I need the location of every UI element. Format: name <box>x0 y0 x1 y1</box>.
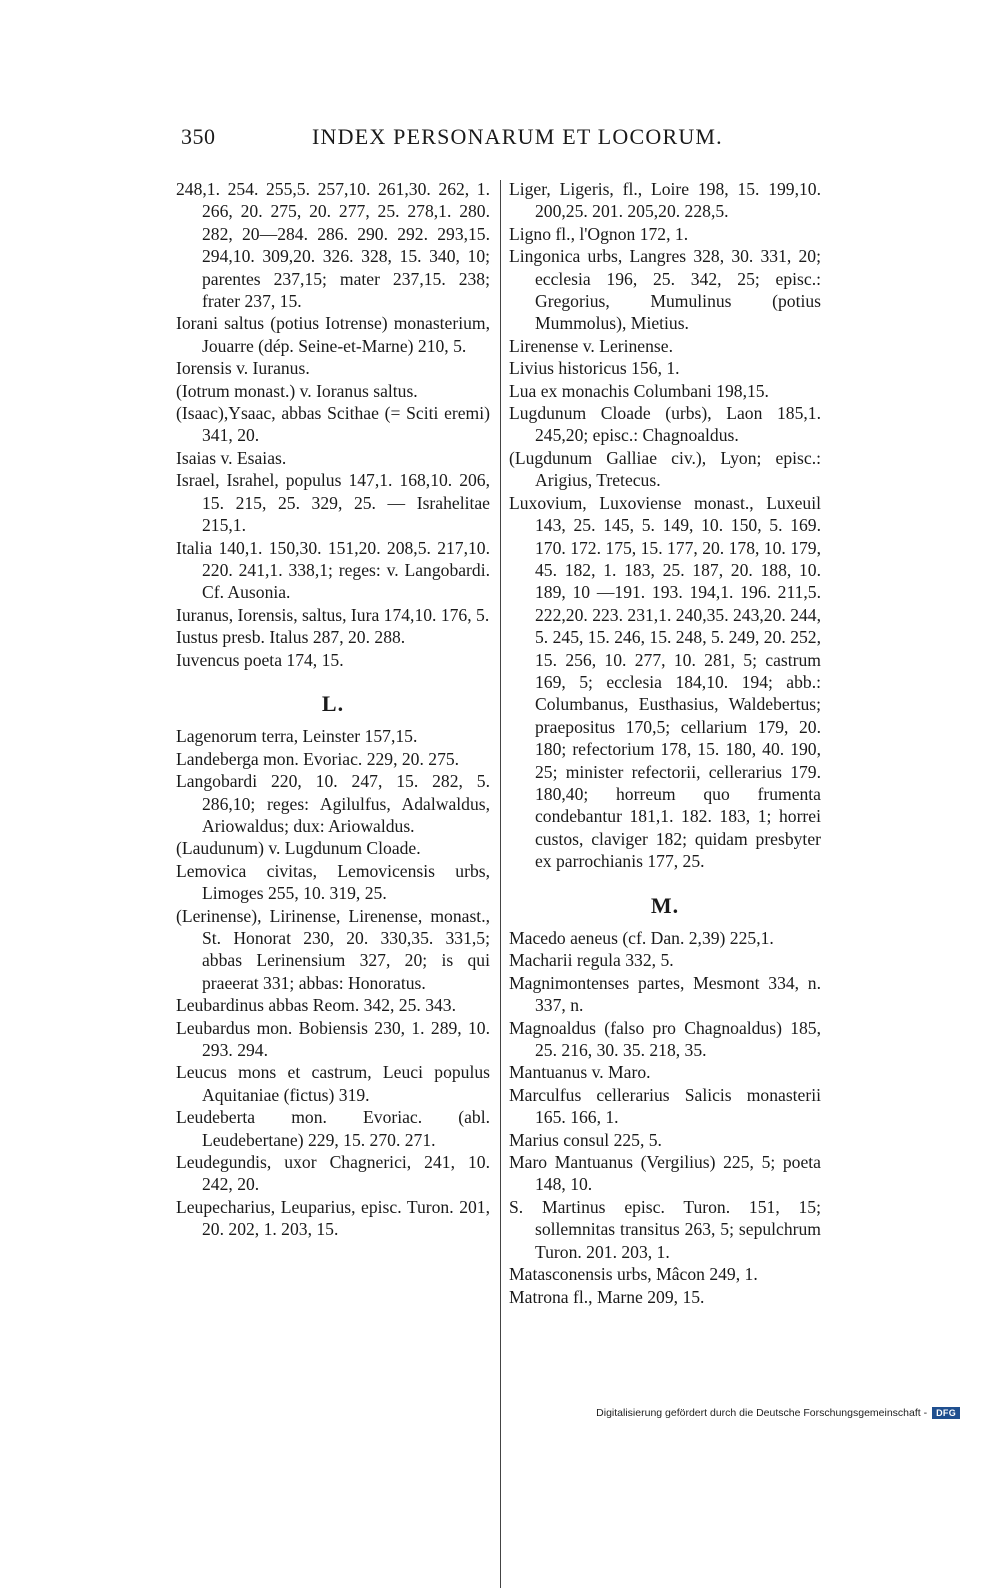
running-title: INDEX PERSONARUM ET LOCORUM. <box>312 124 723 149</box>
index-entry: Ligno fl., l'Ognon 172, 1. <box>509 223 689 244</box>
index-entry: 248,1. 254. 255,5. 257,10. 261,30. 262, 1. 266, 20. 275, 20. 277, 25. 278,1. 280. 282, 20—284. 286. 290. 292. 293,15. 294,10. 309,20. 326. 328, 15. 340, 10; parentes 237,15; mater 237,15. 238; frater 237, 15. <box>176 179 490 312</box>
index-entry: Mantuanus v. Maro. <box>509 1062 651 1083</box>
index-entry: (Laudunum) v. Lugdunum Cloade. <box>176 838 421 859</box>
index-entry: Iorani saltus (potius Iotrense) monasterium, Jouarre (dép. Seine-et-Marne) 210, 5. <box>176 313 490 356</box>
index-entry: Livius historicus 156, 1. <box>509 358 680 379</box>
index-entry: Lemovica civitas, Lemovicensis urbs, Limoges 255, 10. 319, 25. <box>176 860 490 904</box>
index-entry: Matasconensis urbs, Mâcon 249, 1. <box>509 1264 758 1285</box>
index-entry: Lingonica urbs, Langres 328, 30. 331, 20; ecclesia 196, 25. 342, 25; episc.: Gregorius, Mumulinus (potius Mummolus), Mietius. <box>509 246 821 334</box>
index-entry: Leupecharius, Leuparius, episc. Turon. 201, 20. 202, 1. 203, 15. <box>176 1196 490 1240</box>
section-letter-m: M. <box>650 892 680 918</box>
index-entry: Leubardinus abbas Reom. 342, 25. 343. <box>176 995 456 1016</box>
index-entry: Macharii regula 332, 5. <box>509 950 674 971</box>
index-entry: Landeberga mon. Evoriac. 229, 20. 275. <box>176 748 460 769</box>
index-entry: Marculfus cellerarius Salicis monasterii 165. 166, 1. <box>509 1084 821 1128</box>
index-entry: Iuvencus poeta 174, 15. <box>176 649 344 670</box>
index-entry: Lagenorum terra, Leinster 157,15. <box>176 726 418 747</box>
index-entry: Leubardus mon. Bobiensis 230, 1. 289, 10. 293. 294. <box>176 1017 490 1061</box>
index-entry: Marius consul 225, 5. <box>509 1129 662 1150</box>
index-entry: Israel, Israhel, populus 147,1. 168,10. 206, 15. 215, 25. 329, 25. — Israhelitae 215,1. <box>176 470 490 536</box>
index-entry: (Lugdunum Galliae civ.), Lyon; episc.: Arigius, Tretecus. <box>509 447 821 491</box>
index-entry: Luxovium, Luxoviense monast., Luxeuil 143, 25. 145, 5. 149, 10. 150, 5. 169. 170. 172. 175, 15. 177, 20. 178, 10. 179, 45. 182, 1. 183, 25. 187, 20. 188, 10. 189, 10 —191. 193. 194,1. 196. 211,5. 222,20. 223. 231,1. 240,35. 243,20. 244, 5. 245, 15. 246, 15. 248, 5. 249, 20. 252, 15. 256, 10. 277, 10. 281, 5; castrum 169, 5; ecclesia 184,10. 194; abb.: Columbanus, Eusthasius, Waldebertus; praepositus 170,5; cellarium 179, 20. 180; refectorium 178, 15. 180, 40. 190, 25; minister refectorii, cellerarius 179. 180,40; horreum quo frumenta condebantur 181,1. 182. 183, 1; horrei custos, claviger 182; quidam presbyter ex parrochianis 177, 25. <box>509 492 821 872</box>
left-column <box>176 178 490 1241</box>
index-entry: Matrona fl., Marne 209, 15. <box>509 1286 705 1307</box>
footer-text: Digitalisierung gefördert durch die Deutsche Forschungsgemeinschaft - <box>596 1407 928 1419</box>
index-entry: Liger, Ligeris, fl., Loire 198, 15. 199,10. 200,25. 201. 205,20. 228,5. <box>509 179 821 222</box>
index-entry: Lua ex monachis Columbani 198,15. <box>509 380 769 401</box>
index-entry: S. Martinus episc. Turon. 151, 15; sollemnitas transitus 263, 5; sepulchrum Turon. 201. 203, 1. <box>509 1196 821 1262</box>
index-entry: Iorensis v. Iuranus. <box>176 358 310 379</box>
index-entry: Magnoaldus (falso pro Chagnoaldus) 185, 25. 216, 30. 35. 218, 35. <box>509 1017 821 1061</box>
index-entry: Leucus mons et castrum, Leuci populus Aquitaniae (fictus) 319. <box>176 1062 490 1105</box>
index-entry: Iustus presb. Italus 287, 20. 288. <box>176 627 406 648</box>
right-column <box>509 178 821 1308</box>
index-entry: (Iotrum monast.) v. Ioranus saltus. <box>176 380 418 401</box>
page-number: 350 <box>181 124 216 149</box>
index-entry: Langobardi 220, 10. 247, 15. 282, 5. 286,10; reges: Agilulfus, Adalwaldus, Ariowaldus; dux: Ariowaldus. <box>176 771 490 836</box>
index-entry: Lirenense v. Lerinense. <box>509 335 673 356</box>
index-entry: Lugdunum Cloade (urbs), Laon 185,1. 245,20; episc.: Chagnoaldus. <box>509 403 821 446</box>
column-divider <box>500 180 501 1588</box>
index-entry: Magnimontenses partes, Mesmont 334, n. 337, n. <box>509 972 821 1016</box>
index-entry: Italia 140,1. 150,30. 151,20. 208,5. 217,10. 220. 241,1. 338,1; reges: v. Langobardi. Cf. Ausonia. <box>176 537 490 603</box>
index-entry: (Isaac),Ysaac, abbas Scithae (= Sciti eremi) 341, 20. <box>176 403 490 446</box>
index-entry: Isaias v. Esaias. <box>176 447 287 468</box>
index-entry: Iuranus, Iorensis, saltus, Iura 174,10. 176, 5. <box>176 604 490 625</box>
section-letter-l: L. <box>321 690 345 716</box>
index-entry: Leudegundis, uxor Chagnerici, 241, 10. 242, 20. <box>176 1152 490 1195</box>
index-entry: Macedo aeneus (cf. Dan. 2,39) 225,1. <box>509 928 774 948</box>
index-entry: Leudeberta mon. Evoriac. (abl. Leudebertane) 229, 15. 270. 271. <box>176 1107 490 1150</box>
index-entry: Maro Mantuanus (Vergilius) 225, 5; poeta 148, 10. <box>509 1152 821 1195</box>
digitization-footer <box>596 1407 960 1419</box>
index-entry: (Lerinense), Lirinense, Lirenense, monast., St. Honorat 230, 20. 330,35. 331,5; abbas Lerinensium 327, 20; is qui praeerat 331; abbas: Honoratus. <box>176 905 490 993</box>
dfg-logo: DFG <box>932 1407 960 1419</box>
